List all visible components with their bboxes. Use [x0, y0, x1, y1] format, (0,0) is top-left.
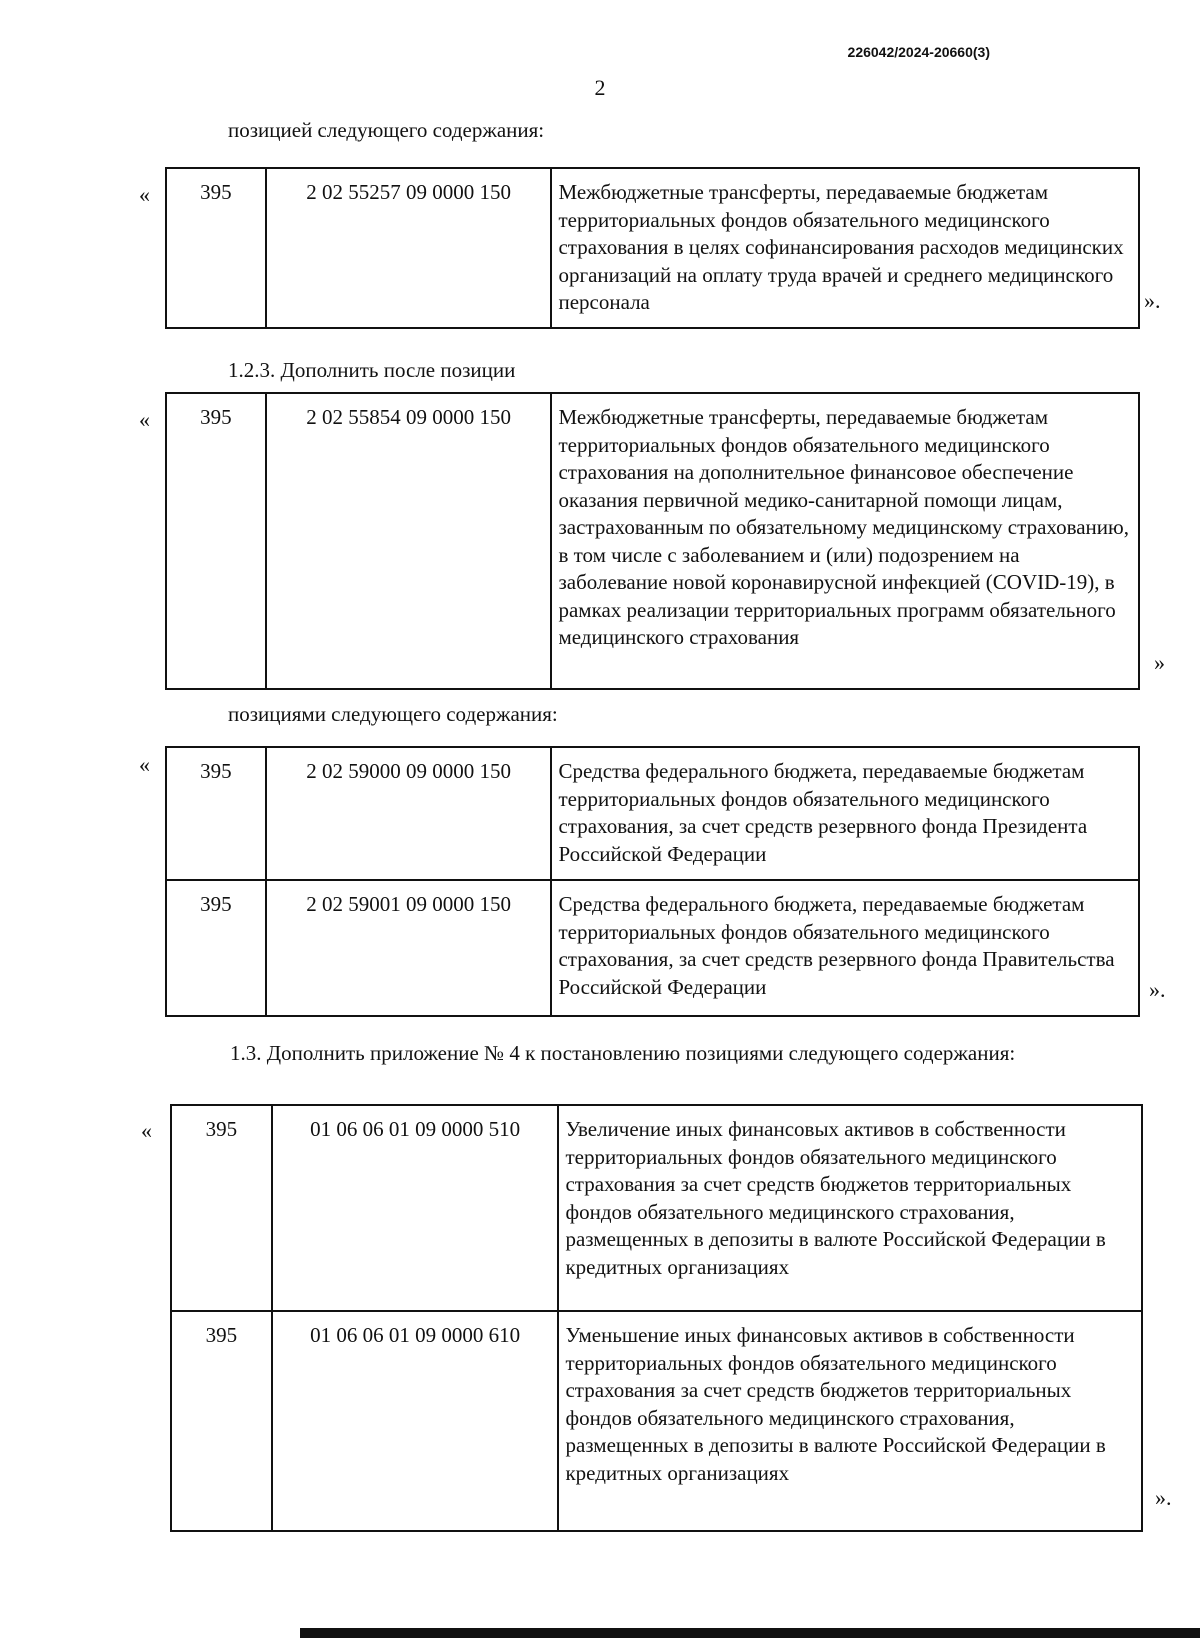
- closing-quote: »: [1154, 650, 1165, 675]
- description-cell: Увеличение иных финансовых активов в собственности территориальных фондов обязательного медицинского страхования за счет средств бюджетов территориальных фондов обязательного медицинского страхования, размещенных в депозиты в валюте Российской Федерации в кредитных организациях: [558, 1105, 1142, 1311]
- table-row: [166, 747, 1139, 880]
- table-row: [166, 880, 1139, 1016]
- table-row: [171, 1311, 1142, 1531]
- budget-code-cell: 2 02 59001 09 0000 150: [266, 880, 552, 1016]
- description-cell: Межбюджетные трансферты, передаваемые бюджетам территориальных фондов обязательного медицинского страхования на дополнительное финансовое обеспечение оказания первичной медико-санитарной помощи лицам, застрахованным по обязательному медицинскому страхованию, в том числе с заболеванием и (или) подозрением на заболевание новой коронавирусной инфекцией (COVID-19), в рамках реализации территориальных программ обязательного медицинского страхования: [551, 393, 1139, 689]
- admin-code-cell: 395: [166, 393, 266, 689]
- closing-quote: ».: [1155, 1485, 1172, 1510]
- description-cell: Межбюджетные трансферты, передаваемые бюджетам территориальных фондов обязательного медицинского страхования в целях софинансирования расходов медицинских организаций на оплату труда врачей и среднего медицинского персонала: [551, 168, 1139, 328]
- admin-code-cell: 395: [166, 168, 266, 328]
- budget-code-cell: 01 06 06 01 09 0000 610: [272, 1311, 559, 1531]
- opening-quote: «: [139, 407, 150, 432]
- opening-quote: «: [141, 1118, 152, 1143]
- budget-code-cell: 01 06 06 01 09 0000 510: [272, 1105, 559, 1311]
- intro-text: позицией следующего содержания:: [228, 118, 545, 142]
- item-1-2-3-text: 1.2.3. Дополнить после позиции: [228, 358, 516, 382]
- item-1-3-text: 1.3. Дополнить приложение № 4 к постановлению позициями следующего содержания:: [230, 1041, 1016, 1065]
- table-row: [166, 168, 1139, 328]
- closing-quote: ».: [1144, 288, 1161, 313]
- table-position-1: [165, 167, 1140, 329]
- table-row: [166, 393, 1139, 689]
- scan-edge-bar: [300, 1628, 1200, 1638]
- intro2-text: позициями следующего содержания:: [228, 702, 558, 726]
- table-position-4: [170, 1104, 1143, 1532]
- admin-code-cell: 395: [166, 747, 266, 880]
- admin-code-cell: 395: [166, 880, 266, 1016]
- table-position-3: [165, 746, 1140, 1017]
- description-cell: Уменьшение иных финансовых активов в собственности территориальных фондов обязательного медицинского страхования за счет средств бюджетов территориальных фондов обязательного медицинского страхования, размещенных в депозиты в валюте Российской Федерации в кредитных организациях: [558, 1311, 1142, 1531]
- description-cell: Средства федерального бюджета, передаваемые бюджетам территориальных фондов обязательного медицинского страхования, за счет средств резервного фонда Правительства Российской Федерации: [551, 880, 1139, 1016]
- admin-code-cell: 395: [171, 1311, 272, 1531]
- budget-code-cell: 2 02 59000 09 0000 150: [266, 747, 552, 880]
- table-row: [171, 1105, 1142, 1311]
- table-position-2: [165, 392, 1140, 690]
- description-cell: Средства федерального бюджета, передаваемые бюджетам территориальных фондов обязательного медицинского страхования, за счет средств резервного фонда Президента Российской Федерации: [551, 747, 1139, 880]
- page-number: 2: [594, 75, 606, 100]
- admin-code-cell: 395: [171, 1105, 272, 1311]
- budget-code-cell: 2 02 55854 09 0000 150: [266, 393, 552, 689]
- opening-quote: «: [139, 182, 150, 207]
- budget-code-cell: 2 02 55257 09 0000 150: [266, 168, 552, 328]
- document-registration-number: 226042/2024-20660(3): [847, 44, 990, 60]
- closing-quote: ».: [1149, 977, 1166, 1002]
- opening-quote: «: [139, 752, 150, 777]
